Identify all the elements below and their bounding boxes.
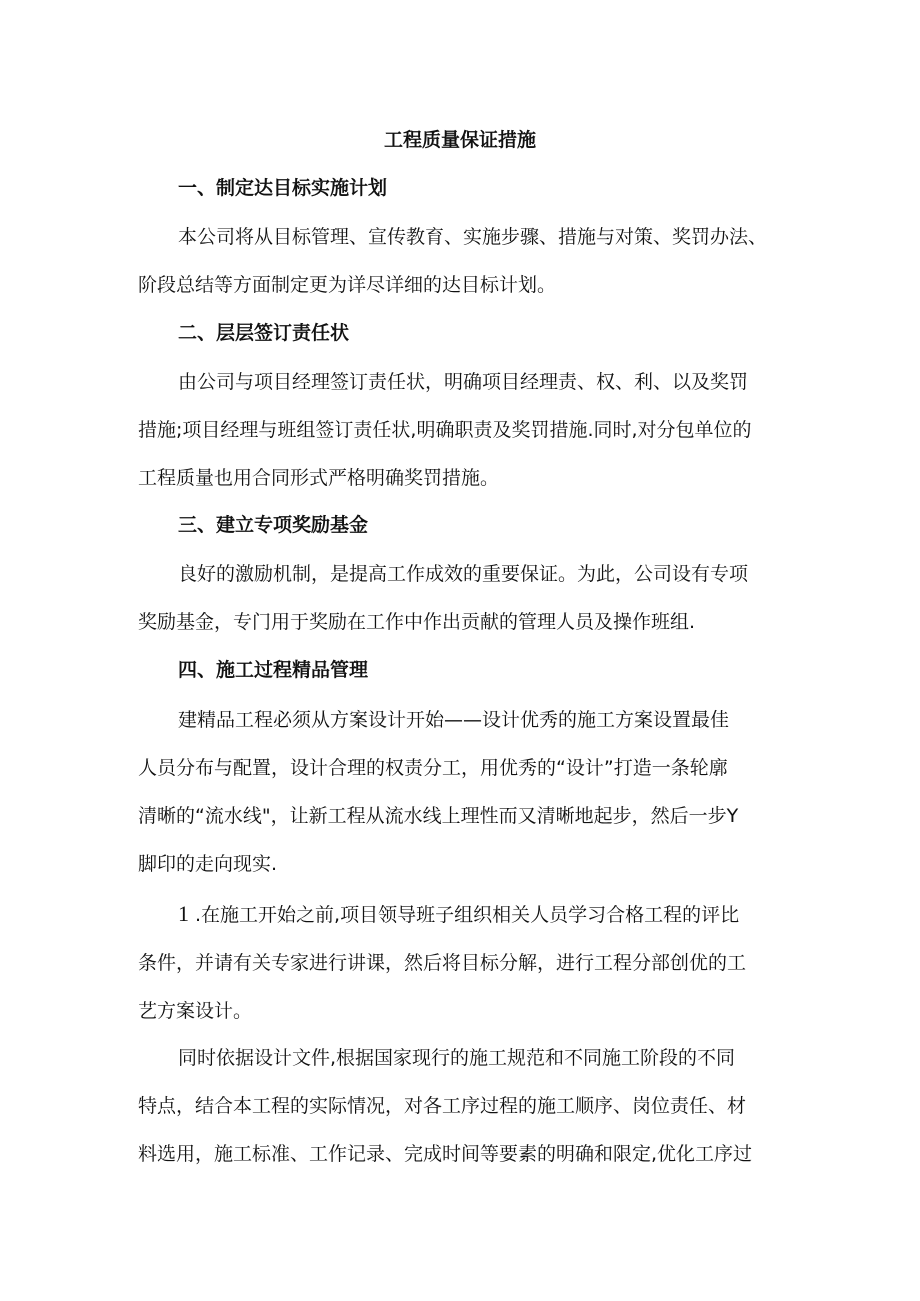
paragraph-line: 阶段总结等方面制定更为详尽详细的达目标计划。	[138, 274, 557, 296]
section-paragraph-1	[138, 213, 788, 309]
paragraph-line: 条件，并请有关专家进行讲课，然后将目标分解，进行工程分部创优的工	[138, 952, 747, 974]
paragraph-line: 良好的激励机制，是提高工作成效的重要保证。为此，公司设有专项	[178, 563, 749, 585]
paragraph-line: 建精品工程必须从方案设计开始——设计优秀的施工方案设置最佳	[178, 709, 730, 731]
document-title: 工程质量保证措施	[383, 129, 536, 151]
section-heading-3: 三、建立专项奖励基金	[178, 514, 369, 536]
section-heading-2: 二、层层签订责任状	[178, 322, 350, 344]
section-heading-1: 一、制定达目标实施计划	[178, 177, 388, 199]
paragraph-line: 人员分布与配置，设计合理的权责分工，用优秀的“设计”打造一条轮廓	[138, 757, 728, 779]
section-heading-4: 四、施工过程精品管理	[178, 659, 369, 681]
section-paragraph-3	[138, 550, 788, 646]
paragraph-line: 措施;项目经理与班组签订责任状,明确职责及奖罚措施.同时,对分包单位的	[138, 419, 752, 441]
paragraph-line: 同时依据设计文件,根据国家现行的施工规范和不同施工阶段的不同	[178, 1047, 736, 1069]
paragraph-line: 奖励基金，专门用于奖励在工作中作出贡献的管理人员及操作班组.	[138, 611, 696, 633]
numbered-item-1	[138, 890, 788, 1035]
paragraph-line: 特点，结合本工程的实际情况，对各工序过程的施工顺序、岗位责任、材	[138, 1095, 747, 1117]
paragraph-line: 艺方案设计。	[138, 1000, 253, 1022]
paragraph-line: 清晰的“流水线"，让新工程从流水线上理性而又清晰地起步，然后一步Y	[138, 805, 739, 827]
item-number: 1	[178, 901, 189, 926]
numbered-item-first-line	[138, 890, 788, 939]
paragraph-line: 工程质量也用合同形式严格明确奖罚措施。	[138, 467, 500, 489]
paragraph-line: 脚印的走向现实.	[138, 853, 278, 875]
paragraph-line: 料选用，施工标准、工作记录、完成时间等要素的明确和限定,优化工序过	[138, 1143, 753, 1165]
section-paragraph-4	[138, 696, 788, 888]
section-paragraph-2	[138, 358, 788, 502]
final-paragraph	[138, 1034, 788, 1178]
item-first-line-text: .在施工开始之前,项目领导班子组织相关人员学习合格工程的评比	[195, 904, 740, 926]
paragraph-line: 由公司与项目经理签订责任状，明确项目经理责、权、利、以及奖罚	[178, 371, 749, 393]
paragraph-line: 本公司将从目标管理、宣传教育、实施步骤、措施与对策、奖罚办法、	[178, 226, 768, 248]
